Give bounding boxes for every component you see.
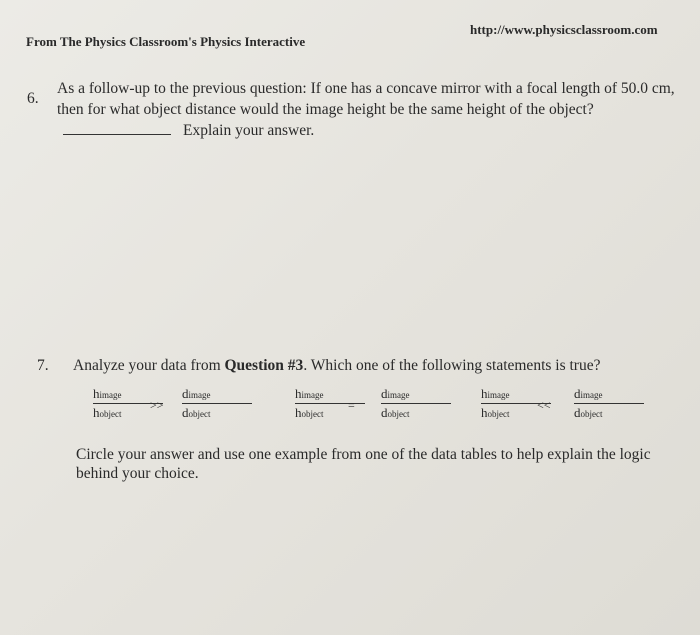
option2-d-den: d — [381, 405, 388, 420]
option3-d-num: d — [574, 386, 581, 401]
option2-d-num: d — [381, 386, 388, 401]
q7-text-bold: Question #3 — [224, 357, 304, 374]
option2-h-num: h — [295, 386, 302, 401]
q6-suffix: Explain your answer. — [183, 122, 315, 139]
option1-h-num-sub: image — [99, 390, 122, 400]
option3-d-den: d — [574, 405, 581, 420]
option1-d-ratio[interactable] — [182, 386, 252, 421]
q7-text-post: . Which one of the following statements is true? — [303, 357, 601, 374]
option2-d-ratio[interactable] — [381, 386, 451, 421]
q7-text — [73, 355, 673, 376]
q7-number: 7. — [37, 357, 49, 374]
q6-answer-blank[interactable] — [63, 122, 171, 135]
option1-h-den: h — [93, 405, 100, 420]
header-source: From The Physics Classroom's Physics Interactive — [26, 34, 306, 49]
option2-h-den-sub: object — [301, 409, 324, 419]
option2-d-num-sub: image — [387, 390, 410, 400]
option2-h-num-sub: image — [301, 390, 324, 400]
q6-body: As a follow-up to the previous question: If one has a concave mirror with a focal length of 50.0 cm, then for what object distance would the image height be the same height of the object? — [57, 80, 675, 118]
option3-h-den: h — [481, 405, 488, 420]
q7-text-pre: Analyze your data from — [73, 357, 225, 374]
option1-h-den-sub: object — [99, 409, 122, 419]
option1-d-num: d — [182, 386, 189, 401]
q7-instruction: Circle your answer and use one example from one of the data tables to help explain the logic behind your choice. — [76, 446, 651, 482]
option1-d-num-sub: image — [188, 390, 211, 400]
option3-h-num: h — [481, 386, 488, 401]
option1-d-den: d — [182, 405, 189, 420]
option1-h-num: h — [93, 386, 100, 401]
option2-d-den-sub: object — [387, 409, 410, 419]
option2-h-den: h — [295, 405, 302, 420]
option3-d-num-sub: image — [580, 390, 603, 400]
option2-operator: = — [348, 398, 355, 412]
option3-d-den-sub: object — [580, 409, 603, 419]
option1-d-den-sub: object — [188, 409, 211, 419]
option3-h-num-sub: image — [487, 390, 510, 400]
header-url: http://www.physicsclassroom.com — [470, 22, 658, 37]
option1-operator: >> — [150, 398, 164, 412]
q6-number: 6. — [27, 90, 39, 107]
q6-text — [57, 78, 682, 141]
option3-d-ratio[interactable] — [574, 386, 644, 421]
option3-h-den-sub: object — [487, 409, 510, 419]
option3-operator: << — [537, 398, 551, 412]
